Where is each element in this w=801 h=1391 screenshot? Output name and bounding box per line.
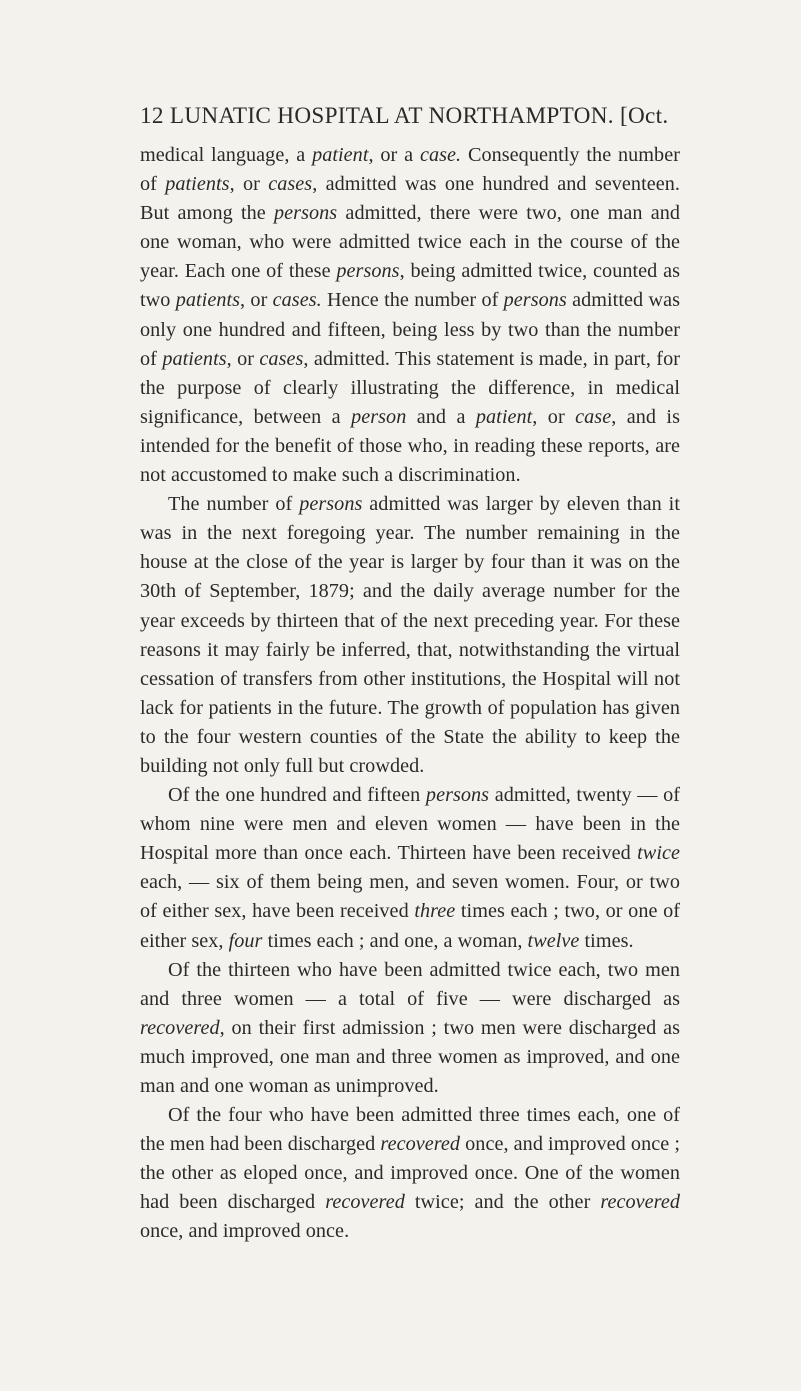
text-run: , or [240,289,273,312]
italic-run: case. [419,144,462,166]
italic-run: recovered [600,1191,680,1214]
text-run: Of the one hundred and fifteen [168,784,426,807]
text-run: , admitted was one hundred and seventeen. But among the [140,173,680,225]
text-run: , or [229,173,269,196]
italic-run: recovered [325,1191,405,1214]
italic-run: persons [425,784,490,807]
italic-run: case [575,405,612,428]
text-run: admitted was larger by eleven than it was in the next foregoing year. The number remaining in the house at the close of the year is larger by four than it was on the 30th of September, 1879; and the daily average number for the year exceeds by thirteen that of the next preceding year. For these reasons it may fairly be inferred, that, notwithstanding the virtual cessation of transfers from other institutions, the Hospital will not lack for patients in the future. The growth of population has given to the four western counties of the State the ability to keep the building not only full but crowded. [140,493,680,777]
text-run: times each ; and one, a woman, [262,929,528,952]
paragraph-2 [140,490,680,781]
italic-run: four [228,929,263,952]
text-run: medical language, a [140,144,313,166]
text-run: admitted, there were two, one man and one woman, who were admitted twice each in the course of the year. Each one of these [140,202,681,283]
italic-run: patients [165,173,230,196]
italic-run: twelve [527,929,580,952]
italic-run: person [351,405,407,428]
text-run: Hence the number of [321,289,504,312]
italic-run: patient [312,144,369,166]
italic-run: persons [274,202,338,225]
text-run: , admitted. This statement is made, in part, for the purpose of clearly illustrating the difference, in medical significance, between a [140,347,680,428]
text-run: and a [406,405,476,428]
running-title: LUNATIC HOSPITAL AT NORTHAMPTON. [169,103,614,129]
italic-run: three [414,900,456,923]
text-run: , or a [368,144,420,166]
italic-run: recovered [140,1016,220,1039]
italic-run: persons [336,260,400,283]
italic-run: persons [503,289,567,312]
text-run: Of the four who have been admitted three times each, one of the men had been discharged [140,1104,680,1156]
text-run: , and is intended for the benefit of those who, in reading these reports, are not accustomed to make such a discrimination. [140,405,680,487]
paragraph-1 [140,141,680,490]
text-run: Of the thirteen who have been admitted twice each, two men and three women — a total of five — were discharged as [140,958,680,1010]
italic-run: cases [268,173,313,196]
text-run: , being admitted twice, counted as two [140,260,680,312]
page-number: 12 [140,103,164,129]
running-month: [Oct. [619,103,669,129]
italic-run: patient [475,405,533,428]
italic-run: patients [162,347,227,370]
text-run: each, — six of them being men, and seven women. Four, or two of either sex, have been received [140,871,680,923]
italic-run: recovered [380,1133,461,1156]
text-run: once, and improved once ; the other as eloped once, and improved once. One of the women had been discharged [140,1133,680,1214]
paragraph-3 [140,781,680,956]
italic-run: cases [259,347,304,370]
text-run: admitted was only one hundred and fifteen, being less by two than the number of [140,289,680,370]
text-run: , on their first admission ; two men were discharged as much improved, one man and three women as improved, and one man and one woman as unimproved. [140,1016,680,1097]
text-run: , or [226,347,260,370]
paragraph-4 [140,956,680,1101]
italic-run: patients [175,289,241,312]
italic-run: cases. [272,289,322,312]
text-run: times. [579,929,634,952]
text-run: The number of [168,493,300,516]
paragraph-5 [140,1101,680,1246]
body-text [140,141,680,1247]
running-head [140,103,670,130]
text-run: Consequently the number of [140,144,680,196]
text-run: admitted, twenty — of whom nine were men and eleven women — have been in the Hospital more than once each. Thirteen have been received [140,784,681,865]
text-run: once, and improved once. [140,1220,350,1243]
text-run: , or [532,405,576,428]
italic-run: persons [299,493,363,516]
text-run: times each ; two, or one of either sex, [140,900,680,952]
italic-run: twice [637,842,680,865]
text-run: twice; and the other [404,1191,601,1214]
